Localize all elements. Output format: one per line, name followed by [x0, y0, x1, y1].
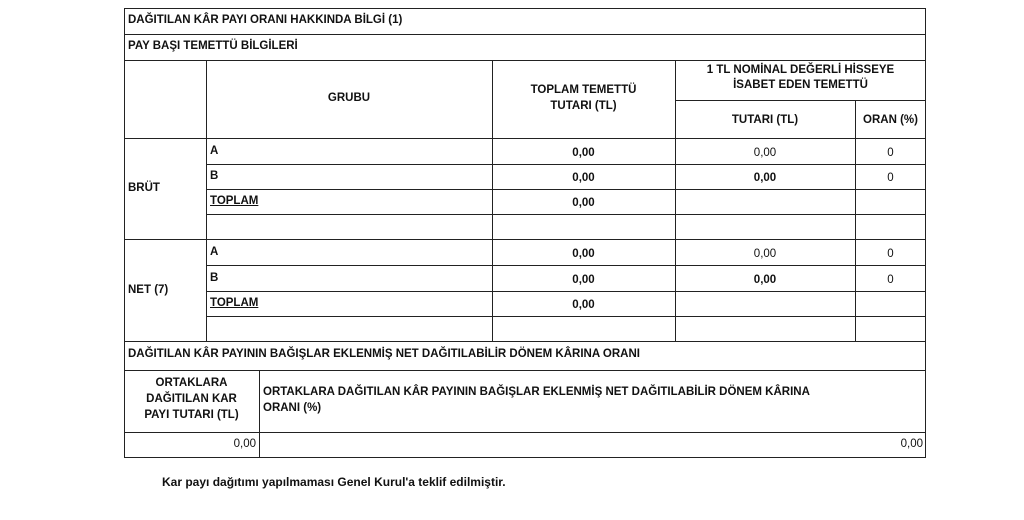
divider: [855, 100, 856, 341]
divider: [124, 432, 926, 433]
divider: [206, 265, 926, 266]
divider: [124, 341, 926, 342]
group-header: GRUBU: [327, 92, 371, 104]
divider: [206, 164, 926, 165]
table-row-ratio: 0: [887, 147, 894, 159]
table-row-group: B: [210, 272, 219, 284]
table-row-group: TOPLAM: [210, 195, 259, 207]
table-subtitle: PAY BAŞI TEMETTÜ BİLGİLERİ: [128, 40, 298, 52]
divider: [124, 370, 926, 371]
ratio-left-header: PAYI TUTARI (TL): [144, 409, 239, 421]
footer-note: Kar payı dağıtımı yapılmaması Genel Kurul'a teklif edilmiştir.: [162, 475, 506, 489]
divider: [206, 214, 926, 215]
table-title: DAĞITILAN KÂR PAYI ORANI HAKKINDA BİLGİ (1): [128, 14, 403, 26]
divider: [124, 60, 926, 61]
divider: [206, 189, 926, 190]
total-header-line2: TUTARI (TL): [550, 100, 617, 112]
ratio-right-value: 0,00: [900, 438, 923, 450]
table-row-ratio: 0: [887, 274, 894, 286]
ratio-left-header: ORTAKLARA: [155, 377, 228, 389]
per-share-header-line2: İSABET EDEN TEMETTÜ: [733, 79, 868, 91]
table-row-total: 0,00: [572, 197, 595, 209]
ratio-right-header: ORANI (%): [263, 402, 322, 414]
net-label: NET (7): [128, 284, 169, 296]
table-row-total: 0,00: [572, 172, 595, 184]
table-row-ratio: 0: [887, 172, 894, 184]
divider: [206, 316, 926, 317]
divider: [675, 100, 926, 101]
divider: [206, 291, 926, 292]
ratio-right-header: ORTAKLARA DAĞITILAN KÂR PAYININ BAĞIŞLAR EKLENMİŞ NET DAĞITILABİLİR DÖNEM KÂRINA: [263, 386, 810, 398]
divider: [675, 60, 676, 341]
divider: [124, 239, 926, 240]
per-share-header-line1: 1 TL NOMİNAL DEĞERLİ HİSSEYE: [706, 64, 895, 76]
divider: [259, 370, 260, 458]
table-row-group: TOPLAM: [210, 297, 259, 309]
table-row-amount: 0,00: [753, 147, 777, 159]
table-row-total: 0,00: [572, 248, 595, 260]
divider: [124, 138, 926, 139]
table-row-ratio: 0: [887, 248, 894, 260]
ratio-left-value: 0,00: [233, 438, 256, 450]
table-row-total: 0,00: [572, 274, 595, 286]
ratio-section-title: DAĞITILAN KÂR PAYININ BAĞIŞLAR EKLENMİŞ NET DAĞITILABİLİR DÖNEM KÂRINA ORANI: [128, 348, 640, 360]
total-header-line1: TOPLAM TEMETTÜ: [530, 84, 637, 96]
table-row-total: 0,00: [572, 299, 595, 311]
table-row-amount: 0,00: [753, 274, 777, 286]
table-row-total: 0,00: [572, 147, 595, 159]
brut-label: BRÜT: [128, 182, 160, 194]
table-row-group: B: [210, 170, 219, 182]
amount-header: TUTARI (TL): [731, 114, 799, 126]
ratio-left-header: DAĞITILAN KAR: [146, 393, 237, 405]
table-row-amount: 0,00: [753, 172, 777, 184]
table-row-amount: 0,00: [753, 248, 777, 260]
table-row-group: A: [210, 246, 219, 258]
ratio-header: ORAN (%): [863, 114, 918, 126]
table-row-group: A: [210, 145, 219, 157]
divider: [124, 34, 926, 35]
